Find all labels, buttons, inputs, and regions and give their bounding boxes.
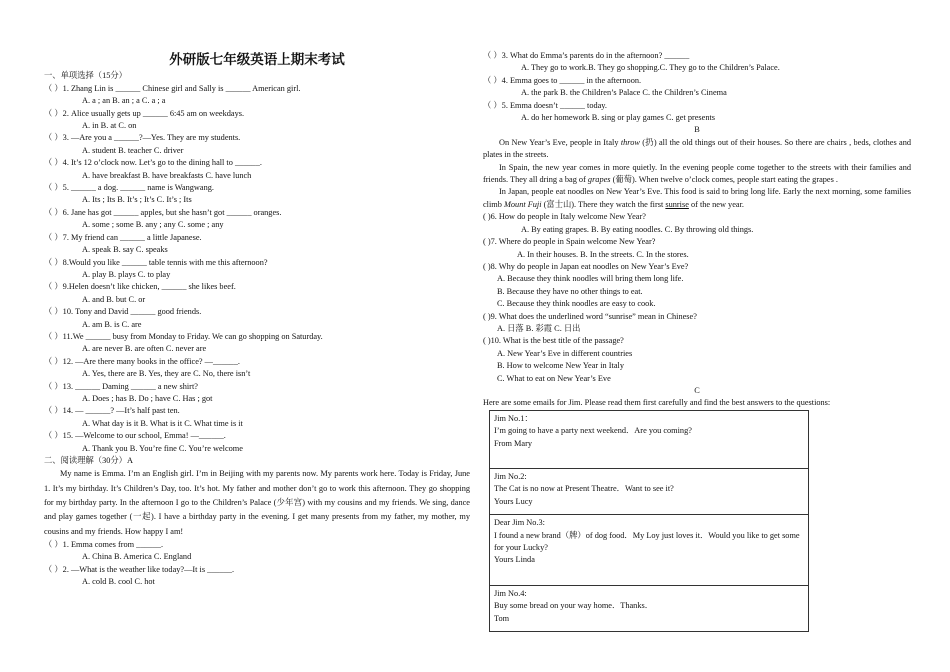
question-options: A. play B. plays C. to play	[82, 269, 171, 279]
passage-b-paragraph-3: In Japan, people eat noodles on New Year’s Eve. This food is said to bring long life. Early the next morning, some families climb Mount Fuji (富士山). There they watch the first sunrise of the new year.	[483, 187, 911, 209]
question-options: A. have breakfast B. have breakfasts C. have lunch	[82, 170, 252, 180]
question-options: A. speak B. say C. speaks	[82, 245, 168, 255]
question-option: A. Because they think noodles will bring them long life.	[497, 274, 684, 284]
question-options: A. am B. is C. are	[82, 319, 142, 329]
section1-heading: 一、单项选择（15分）	[44, 71, 127, 81]
email-line: Jim No.2:	[494, 472, 527, 481]
question-options: A. a ; an B. an ; a C. a ; a	[82, 96, 166, 106]
question: （ ）12. —Are there many books in the office? —______.	[44, 356, 240, 366]
question-options: A. student B. teacher C. driver	[82, 145, 184, 155]
question: （ ）8.Would you like ______ table tennis with me this afternoon?	[44, 257, 268, 267]
email-line: Buy some bread on your way home．Thanks．	[494, 601, 653, 611]
question-options: A. and B. but C. or	[82, 294, 146, 304]
italic-word: throw	[620, 137, 640, 147]
question: （ ）1. Zhang Lin is ______ Chinese girl and Sally is ______ American girl.	[44, 83, 301, 93]
question: ( )6. How do people in Italy welcome New Year?	[483, 212, 646, 222]
question: （ ）5. ______ a dog. ______ name is Wangwang.	[44, 183, 214, 193]
question: （ ）6. Jane has got ______ apples, but she hasn’t got ______ oranges.	[44, 207, 282, 217]
email-line: Dear Jim No.3:	[494, 518, 545, 528]
question: ( )7. Where do people in Spain welcome New Year?	[483, 237, 656, 247]
question: （ ）2. —What is the weather like today?—It is ______.	[44, 564, 235, 574]
question-options: A. the park B. the Children’s Palace C. the Children’s Cinema	[521, 88, 727, 98]
question: （ ）9.Helen doesn’t like chicken, ______ she likes beef.	[44, 282, 236, 292]
email-line: I found a new brand（牌）of dog food．My Loy just loves it．Would you like to get some for your Lucky?	[494, 530, 800, 553]
question: （ ）15. —Welcome to our school, Emma! —______.	[44, 431, 226, 441]
question-options: A. do her homework B. sing or play games C. get presents	[521, 113, 716, 123]
email-box	[490, 468, 808, 514]
page-title: 外研版七年级英语上期末考试	[169, 52, 345, 67]
question-options: A. cold B. cool C. hot	[82, 577, 155, 587]
emails-table	[489, 410, 809, 632]
question-options: A. China B. America C. England	[82, 552, 192, 562]
question: （ ）1. Emma comes from ______.	[44, 539, 164, 549]
question-options: A. Does ; has B. Do ; have C. Has ; got	[82, 393, 213, 403]
question-options: A. They go to work.B. They go shopping.C. They go to the Children’s Palace.	[521, 63, 780, 73]
passage-b-label: B	[694, 125, 700, 135]
question-options: A. in B. at C. on	[82, 121, 137, 131]
question-options: A. By eating grapes. B. By eating noodles. C. By throwing old things.	[521, 224, 754, 234]
italic-word: Mount Fuji	[503, 199, 542, 209]
email-box	[490, 514, 808, 585]
email-line: The Cat is no now at Present Theatre．Want to see it?	[494, 484, 674, 494]
question-options: A. In their houses. B. In the streets. C. In the stores.	[517, 249, 689, 259]
section2-heading: 二、阅读理解（30分）A	[44, 456, 133, 465]
italic-word: grapes	[587, 175, 611, 185]
question: ( )9. What does the underlined word “sunrise” mean in Chinese?	[483, 311, 697, 321]
question-options: A. What day is it B. What is it C. What time is it	[82, 418, 243, 428]
question-option: A. New Year’s Eve in different countries	[497, 348, 633, 358]
right-column	[483, 0, 911, 632]
email-line: I’m going to have a party next weekend．Are you coming?	[494, 426, 692, 436]
underlined-word: sunrise	[665, 199, 689, 209]
question: （ ）4. It’s 12 o’clock now. Let’s go to the dining hall to ______.	[44, 158, 262, 168]
question: （ ）4. Emma goes to ______ in the afternoon.	[483, 75, 642, 85]
question: （ ）14. — ______? —It’s half past ten.	[44, 406, 180, 416]
section1-questions	[44, 83, 470, 455]
question: （ ）2. Alice usually gets up ______ 6:45 am on weekdays.	[44, 108, 245, 118]
email-line: Jim No.4:	[494, 588, 527, 598]
question-option: B. How to welcome New Year in Italy	[497, 361, 624, 371]
question-options: A. are never B. are often C. never are	[82, 344, 207, 354]
email-line: Yours Linda	[494, 555, 535, 565]
passage-a: My name is Emma. I’m an English girl. I’m in Beijing with my parents now. My parents work here. Today is Friday, June 1. It’s my birthday. It’s Children’s Day, too. It’s hot. My father and mother don’t go to work this afternoon. They go shopping for my birthday party. In the afternoon I go to the Children’s Palace (少年宫) with my cousins and my friends. We sing, dance and play games together (一起). I have a birthday party in the evening. I get many presents from my father, my mother, my cousins and my friends. How happy I am!	[44, 469, 470, 536]
question: （ ）3. What do Emma’s parents do in the afternoon? ______	[483, 51, 690, 60]
email-box	[490, 585, 808, 631]
question-option: C. What to eat on New Year’s Eve	[497, 373, 611, 383]
question-option: C. Because they think noodles are easy to cook.	[497, 299, 656, 309]
email-box	[490, 411, 808, 468]
question-options: A. Its ; Its B. It’s ; It’s C. It’s ; Its	[82, 195, 192, 205]
email-line: Yours Lucy	[494, 496, 533, 506]
question: （ ）5. Emma doesn’t ______ today.	[483, 100, 607, 110]
question-options: A. 日落 B. 彩霞 C. 日出	[497, 323, 581, 333]
email-line: Jim No.1：	[494, 413, 533, 423]
question: （ ）7. My friend can ______ a little Japanese.	[44, 232, 202, 242]
passage-c-label: C	[694, 385, 700, 395]
question: （ ）10. Tony and David ______ good friends.	[44, 307, 202, 317]
question-options: A. some ; some B. any ; any C. some ; any	[82, 220, 224, 230]
question: （ ）11.We ______ busy from Monday to Friday. We can go shopping on Saturday.	[44, 331, 323, 341]
passage-b-paragraph-1: On New Year’s Eve, people in Italy throw (扔) all the old things out of their houses. So there are chairs , beds, clothes and plates in the streets.	[483, 137, 911, 160]
passage-c-intro: Here are some emails for Jim. Please read them first carefully and find the best answers to the questions:	[483, 398, 831, 408]
question: ( )10. What is the best title of the passage?	[483, 336, 624, 346]
question: （ ）13. ______ Daming ______ a new shirt?	[44, 381, 198, 391]
question-options: A. Yes, there are B. Yes, they are C. No, there isn’t	[82, 369, 251, 379]
question: ( )8. Why do people in Japan eat noodles on New Year’s Eve?	[483, 261, 689, 271]
question: （ ）3. —Are you a ______?—Yes. They are my students.	[44, 133, 241, 143]
email-line: Tom	[494, 613, 510, 623]
left-column	[44, 0, 470, 589]
question-option: B. Because they have no other things to eat.	[497, 286, 643, 296]
email-line: From Mary	[494, 438, 533, 448]
passage-b-paragraph-2: In Spain, the new year comes in more quietly. In the evening people come together to the streets with their families and friends. They all dring a bag of grapes (葡萄). When twelve o’clock comes, people start eating the grapes .	[483, 162, 911, 185]
question-options: A. Thank you B. You’re fine C. You’re welcome	[82, 443, 243, 453]
